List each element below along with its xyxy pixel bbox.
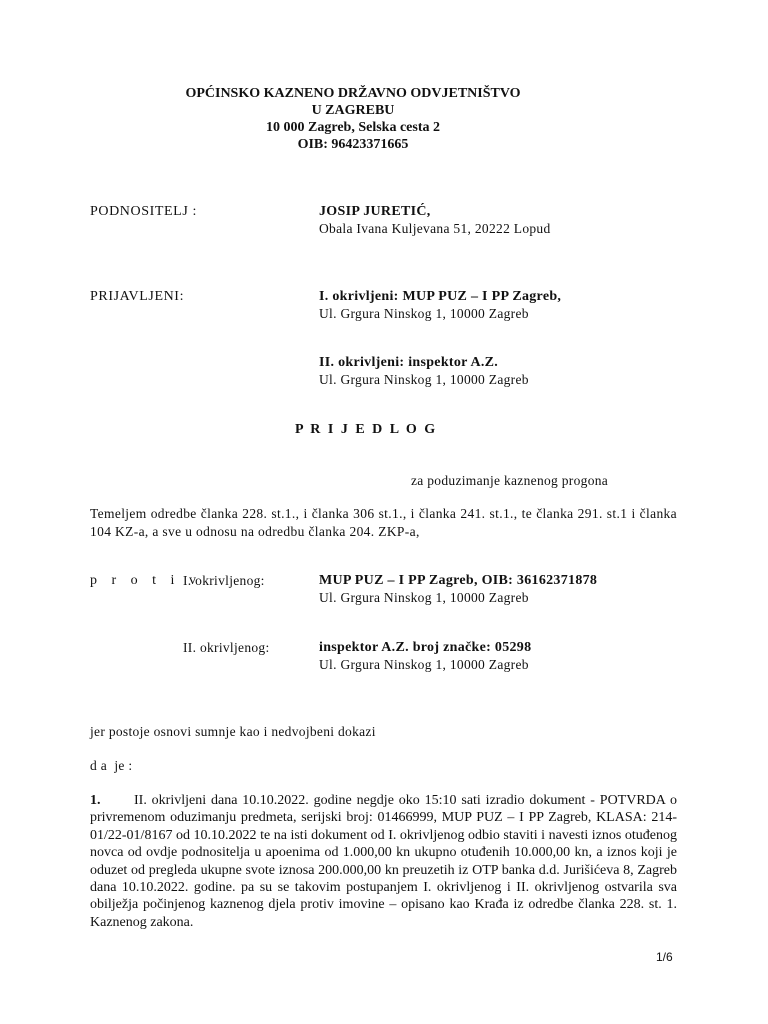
reported-second-name: II. okrivljeni: inspektor A.Z. (319, 355, 499, 370)
point-1-paragraph (90, 792, 677, 931)
office-name: OPĆINSKO KAZNENO DRŽAVNO ODVJETNIŠTVO (185, 86, 521, 101)
that-is-label: d a je : (90, 758, 133, 773)
against-first-address: Ul. Grgura Ninskog 1, 10000 Zagreb (319, 590, 529, 605)
page-number: 1/6 (656, 950, 673, 964)
against-second-name: inspektor A.Z. broj značke: 05298 (319, 640, 532, 655)
document-subtitle: za poduzimanje kaznenog progona (411, 473, 609, 488)
reported-label: PRIJAVLJENI: (90, 289, 185, 304)
point-1-number: 1. (90, 793, 101, 808)
against-second-label: II. okrivljenog: (183, 640, 270, 655)
point-1-text: II. okrivljeni dana 10.10.2022. godine negdje oko 15:10 sati izradio dokument - POTVRDA o privremenom oduzimanju predmeta, serijski broj: 01466999, MUP PUZ – I PP Zagreb, KLASA: 214-01/22-01/8167 od 10.10.2022 te na isti dokument od I. okrivljenog odbio staviti i navesti iznos otuđenog novca od ovdje podnositelja u apoenima od 1.000,00 kn ukupno otuđenih 10.000,00 kn, a iznos koji je oduzet od pregleda ukupne svote iznosa 200.000,00 kn preuzetih iz OTP banka d.d. Jurišićeva 8, Zagreb dana 10.10.2022. godine. pa su se takovim postupanjem I. okrivljenog i II. okrivljenog ostvarila sva obilježja počinjenog kaznenog djela protiv imovine – opisano kao Krađa iz odredbe članka 228. st. 1. Kaznenog zakona. (90, 793, 677, 930)
submitter-address: Obala Ivana Kuljevana 51, 20222 Lopud (319, 221, 551, 236)
submitter-name: JOSIP JURETIĆ, (319, 204, 431, 219)
office-address: 10 000 Zagreb, Selska cesta 2 (266, 120, 440, 135)
office-oib: OIB: 96423371665 (297, 137, 409, 152)
legal-basis-paragraph: Temeljem odredbe članka 228. st.1., i članka 306 st.1., i članka 241. st.1., te članka 291. st.1 i članka 104 KZ-a, a sve u odnosu na odredbu članka 204. ZKP-a, (90, 506, 677, 539)
against-first-label: I. okrivljenog: (183, 573, 265, 588)
against-label: p r o t i v (90, 573, 202, 588)
against-first-name: MUP PUZ – I PP Zagreb, OIB: 36162371878 (319, 573, 598, 588)
reported-first-name: I. okrivljeni: MUP PUZ – I PP Zagreb, (319, 289, 562, 304)
grounds-statement: jer postoje osnovi sumnje kao i nedvojbeni dokazi (90, 724, 376, 739)
against-second-address: Ul. Grgura Ninskog 1, 10000 Zagreb (319, 657, 529, 672)
reported-first-address: Ul. Grgura Ninskog 1, 10000 Zagreb (319, 306, 529, 321)
submitter-label: PODNOSITELJ : (90, 204, 197, 219)
document-title: P R I J E D L O G (295, 422, 438, 437)
office-city: U ZAGREBU (311, 103, 395, 118)
reported-second-address: Ul. Grgura Ninskog 1, 10000 Zagreb (319, 372, 529, 387)
